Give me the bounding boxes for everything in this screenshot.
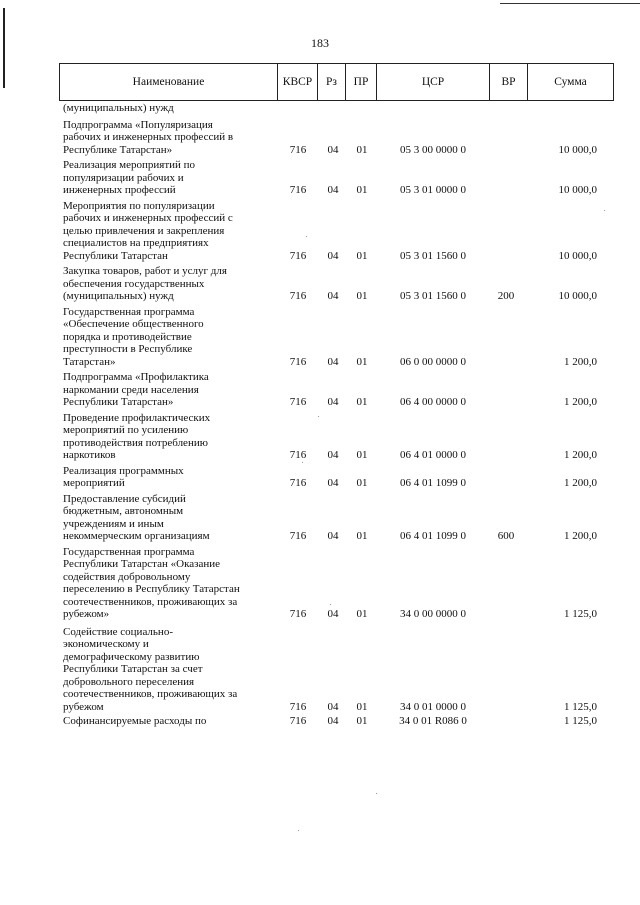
row-rz: 04: [327, 700, 339, 713]
row-csr: 06 4 01 0000 0: [400, 449, 466, 461]
row-name: Реализация мероприятий по популяризации рабочих и инженерных профессий: [63, 159, 196, 196]
row-sum: 10 000,0: [558, 249, 597, 262]
row-pr: 01: [356, 608, 368, 620]
table-row: [59, 265, 613, 303]
column-header-pr: ПР: [346, 64, 377, 101]
row-sum: 1 125,0: [564, 608, 597, 620]
table-row: [59, 371, 613, 409]
row-pr: 01: [356, 355, 368, 368]
row-kvsr: 716: [289, 249, 307, 262]
table-header: [59, 63, 614, 101]
row-kvsr: 716: [289, 700, 307, 713]
row-csr: 05 3 01 1560 0: [400, 290, 466, 302]
row-pr: 01: [356, 700, 368, 713]
row-sum: 1 125,0: [564, 715, 597, 727]
row-sum: 1 200,0: [564, 396, 597, 408]
row-rz: 04: [327, 715, 339, 727]
row-pr: 01: [356, 396, 368, 408]
table-row: [59, 119, 613, 157]
row-pr: 01: [356, 290, 368, 302]
row-name: Государственная программа «Обеспечение общественного порядка и противодействие преступности в Республике Татарстан»: [63, 305, 204, 368]
row-name: Софинансируемые расходы по: [63, 715, 207, 727]
row-pr: 01: [356, 449, 368, 461]
row-rz: 04: [327, 396, 339, 408]
row-rz: 04: [327, 249, 339, 262]
row-rz: 04: [327, 143, 339, 156]
row-name: (муниципальных) нужд: [63, 102, 174, 114]
row-sum: 1 200,0: [564, 449, 597, 461]
row-csr: 05 3 00 0000 0: [400, 143, 466, 156]
table-row: [59, 546, 613, 621]
row-rz: 04: [327, 477, 339, 489]
column-header-rz: Рз: [318, 64, 346, 101]
row-rz: 04: [327, 184, 339, 196]
row-csr: 34 0 01 R086 0: [399, 715, 467, 727]
row-pr: 01: [356, 143, 368, 156]
row-name: Проведение профилактических мероприятий по усилению противодействия потреблению наркотиков: [63, 411, 211, 461]
row-name: Мероприятия по популяризации рабочих и инженерных профессий с целью привлечения и закрепления специалистов на предприятиях Республики Татарстан: [63, 199, 233, 262]
row-rz: 04: [327, 530, 339, 542]
row-rz: 04: [327, 290, 339, 302]
row-pr: 01: [356, 530, 368, 542]
row-name: Подпрограмма «Профилактика наркомании среди населения Республики Татарстан»: [63, 371, 209, 408]
row-sum: 1 200,0: [564, 530, 597, 542]
row-kvsr: 716: [289, 530, 307, 542]
scan-speck: [302, 462, 303, 463]
column-header-csr: ЦСР: [377, 64, 490, 101]
page-number: 183: [311, 36, 329, 50]
scan-speck: [330, 604, 331, 605]
row-csr: 34 0 01 0000 0: [400, 700, 466, 713]
row-kvsr: 716: [289, 355, 307, 368]
scan-edge-top: [500, 3, 640, 4]
table-row: [59, 159, 613, 197]
row-pr: 01: [356, 715, 368, 727]
row-pr: 01: [356, 184, 368, 196]
row-name: Государственная программа Республики Татарстан «Оказание содействия добровольному переселению в Республику Татарстан соотечественников, проживающих за рубежом»: [63, 545, 240, 620]
row-kvsr: 716: [289, 477, 307, 489]
scan-speck: [604, 210, 605, 211]
table-row: [59, 200, 613, 263]
column-header-sum: Сумма: [528, 64, 614, 101]
table-row: [59, 493, 613, 543]
row-kvsr: 716: [289, 290, 307, 302]
row-name: Реализация программных мероприятий: [63, 464, 184, 489]
row-sum: 1 125,0: [564, 700, 597, 713]
row-kvsr: 716: [289, 608, 307, 620]
table-row: [59, 626, 613, 714]
row-csr: 34 0 00 0000 0: [400, 608, 466, 620]
column-header-kvsr: КВСР: [278, 64, 318, 101]
table-row: [59, 412, 613, 462]
row-name: Предоставление субсидий бюджетным, автономным учреждениям и иным некоммерческим организациям: [63, 492, 210, 542]
table-row: [59, 715, 613, 728]
table-row: [59, 306, 613, 369]
row-vr: 200: [497, 290, 515, 302]
row-kvsr: 716: [289, 396, 307, 408]
row-sum: 10 000,0: [558, 143, 597, 156]
scan-speck: [306, 236, 307, 237]
row-pr: 01: [356, 477, 368, 489]
row-sum: 1 200,0: [564, 477, 597, 489]
row-csr: 06 4 01 1099 0: [400, 477, 466, 489]
row-kvsr: 716: [289, 449, 307, 461]
row-csr: 05 3 01 1560 0: [400, 249, 466, 262]
row-name: Содействие социально- экономическому и демографическому развитию Республики Татарстан за счет добровольного переселения соотечественников, проживающих за рубежом: [63, 625, 238, 713]
row-name: Подпрограмма «Популяризация рабочих и инженерных профессий в Республике Татарстан»: [63, 118, 234, 156]
row-csr: 06 0 00 0000 0: [400, 355, 466, 368]
row-csr: 06 4 01 1099 0: [400, 530, 466, 542]
table-body: [59, 102, 613, 728]
row-kvsr: 716: [289, 715, 307, 727]
row-sum: 10 000,0: [558, 290, 597, 302]
row-csr: 06 4 00 0000 0: [400, 396, 466, 408]
scan-speck: [376, 793, 377, 794]
row-vr: 600: [497, 530, 515, 542]
row-name: Закупка товаров, работ и услуг для обеспечения государственных (муниципальных) нужд: [63, 265, 227, 302]
row-rz: 04: [327, 355, 339, 368]
column-header-name: Наименование: [60, 64, 278, 101]
table-row: [59, 102, 613, 115]
row-csr: 05 3 01 0000 0: [400, 184, 466, 196]
row-pr: 01: [356, 249, 368, 262]
scan-speck: [318, 416, 319, 417]
scan-speck: [298, 830, 299, 831]
row-rz: 04: [327, 608, 339, 620]
row-kvsr: 716: [289, 184, 307, 196]
row-rz: 04: [327, 449, 339, 461]
column-header-vr: ВР: [490, 64, 528, 101]
row-sum: 1 200,0: [564, 355, 597, 368]
row-kvsr: 716: [289, 143, 307, 156]
table-row: [59, 465, 613, 490]
row-sum: 10 000,0: [558, 184, 597, 196]
